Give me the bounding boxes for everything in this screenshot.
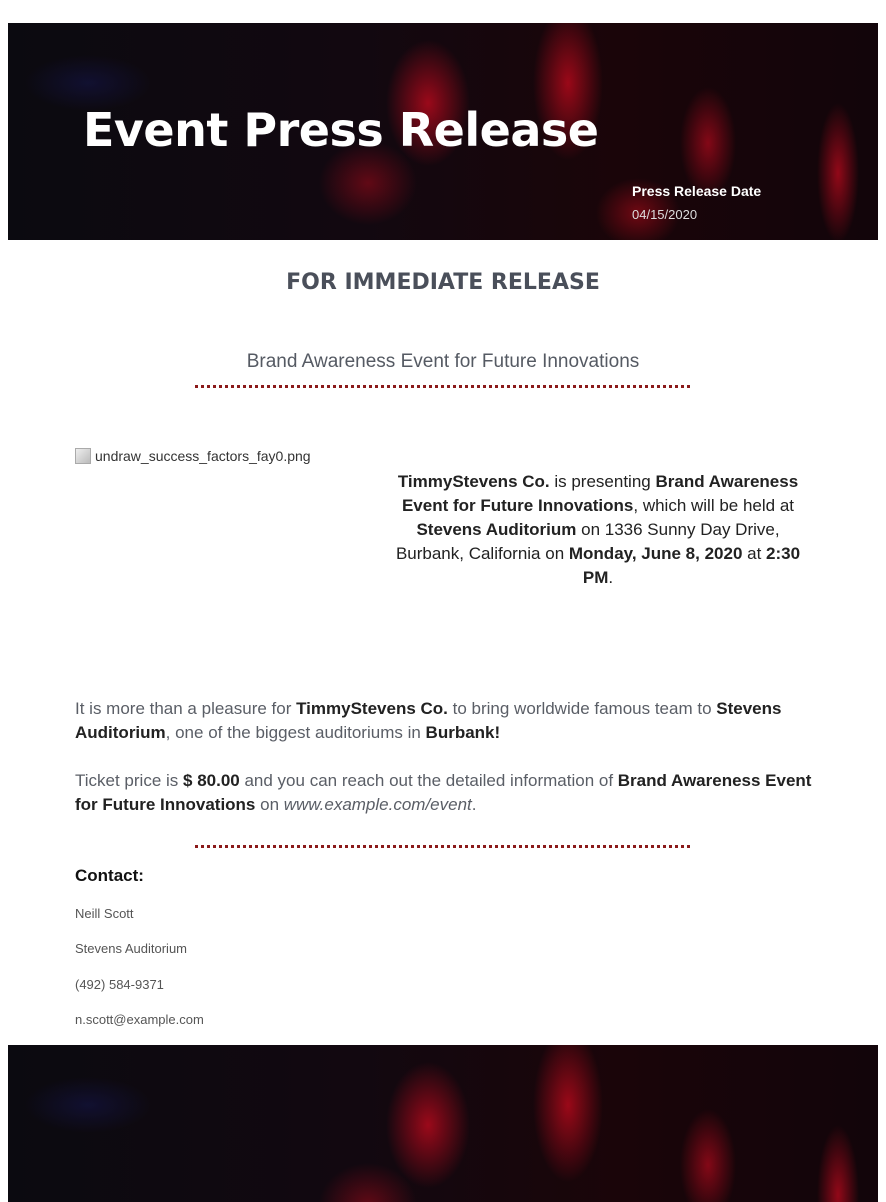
- ticket-price: $ 80.00: [183, 771, 240, 790]
- divider: [195, 845, 690, 848]
- text: .: [471, 795, 477, 814]
- contact-heading: Contact:: [75, 866, 144, 885]
- event-date: Monday, June 8, 2020: [568, 544, 743, 563]
- text: , which will be held at: [633, 496, 795, 515]
- image-alt-text: undraw_success_factors_fay0.png: [95, 448, 311, 464]
- text: Ticket price is: [75, 771, 184, 790]
- page-title: Event Press Release: [83, 103, 599, 157]
- text: at: [742, 544, 767, 563]
- text: is presenting: [549, 472, 656, 491]
- contact-venue: Stevens Auditorium: [75, 941, 188, 956]
- event-url: www.example.com/event: [283, 795, 472, 814]
- event-name: Brand Awareness Event for Future Innovations: [401, 472, 799, 515]
- contact-email: n.scott@example.com: [75, 1012, 204, 1027]
- text: , one of the biggest auditoriums in: [165, 723, 426, 742]
- contact-phone: (492) 584-9371: [75, 977, 164, 992]
- venue: Stevens Auditorium: [416, 520, 577, 539]
- header-banner: [8, 23, 878, 240]
- headline: FOR IMMEDIATE RELEASE: [286, 270, 600, 295]
- city: Burbank!: [425, 723, 501, 742]
- text: to bring worldwide famous team to: [447, 699, 717, 718]
- contact-name: Neill Scott: [75, 906, 134, 921]
- broken-image: [75, 448, 311, 464]
- company: TimmyStevens Co.: [296, 699, 448, 718]
- footer-banner: [8, 1045, 878, 1202]
- divider: [195, 385, 690, 388]
- address: on 1336 Sunny Day Drive, Burbank, California on: [395, 520, 780, 563]
- company: TimmyStevens Co.: [397, 472, 550, 491]
- venue: Stevens Auditorium: [75, 699, 782, 742]
- broken-image-icon: [75, 448, 91, 464]
- paragraph-2: [75, 769, 815, 817]
- paragraph-1: [75, 697, 815, 745]
- subtitle: Brand Awareness Event for Future Innovations: [246, 351, 640, 372]
- date-label: Press Release Date: [632, 183, 762, 199]
- intro-paragraph: [383, 470, 813, 590]
- text: and you can reach out the detailed information of: [239, 771, 618, 790]
- release-date: 04/15/2020: [632, 207, 698, 222]
- text: .: [608, 568, 614, 587]
- event-name: Brand Awareness Event for Future Innovations: [75, 771, 812, 814]
- event-time: 2:30 PM: [582, 544, 801, 587]
- text: It is more than a pleasure for: [75, 699, 297, 718]
- text: on: [255, 795, 284, 814]
